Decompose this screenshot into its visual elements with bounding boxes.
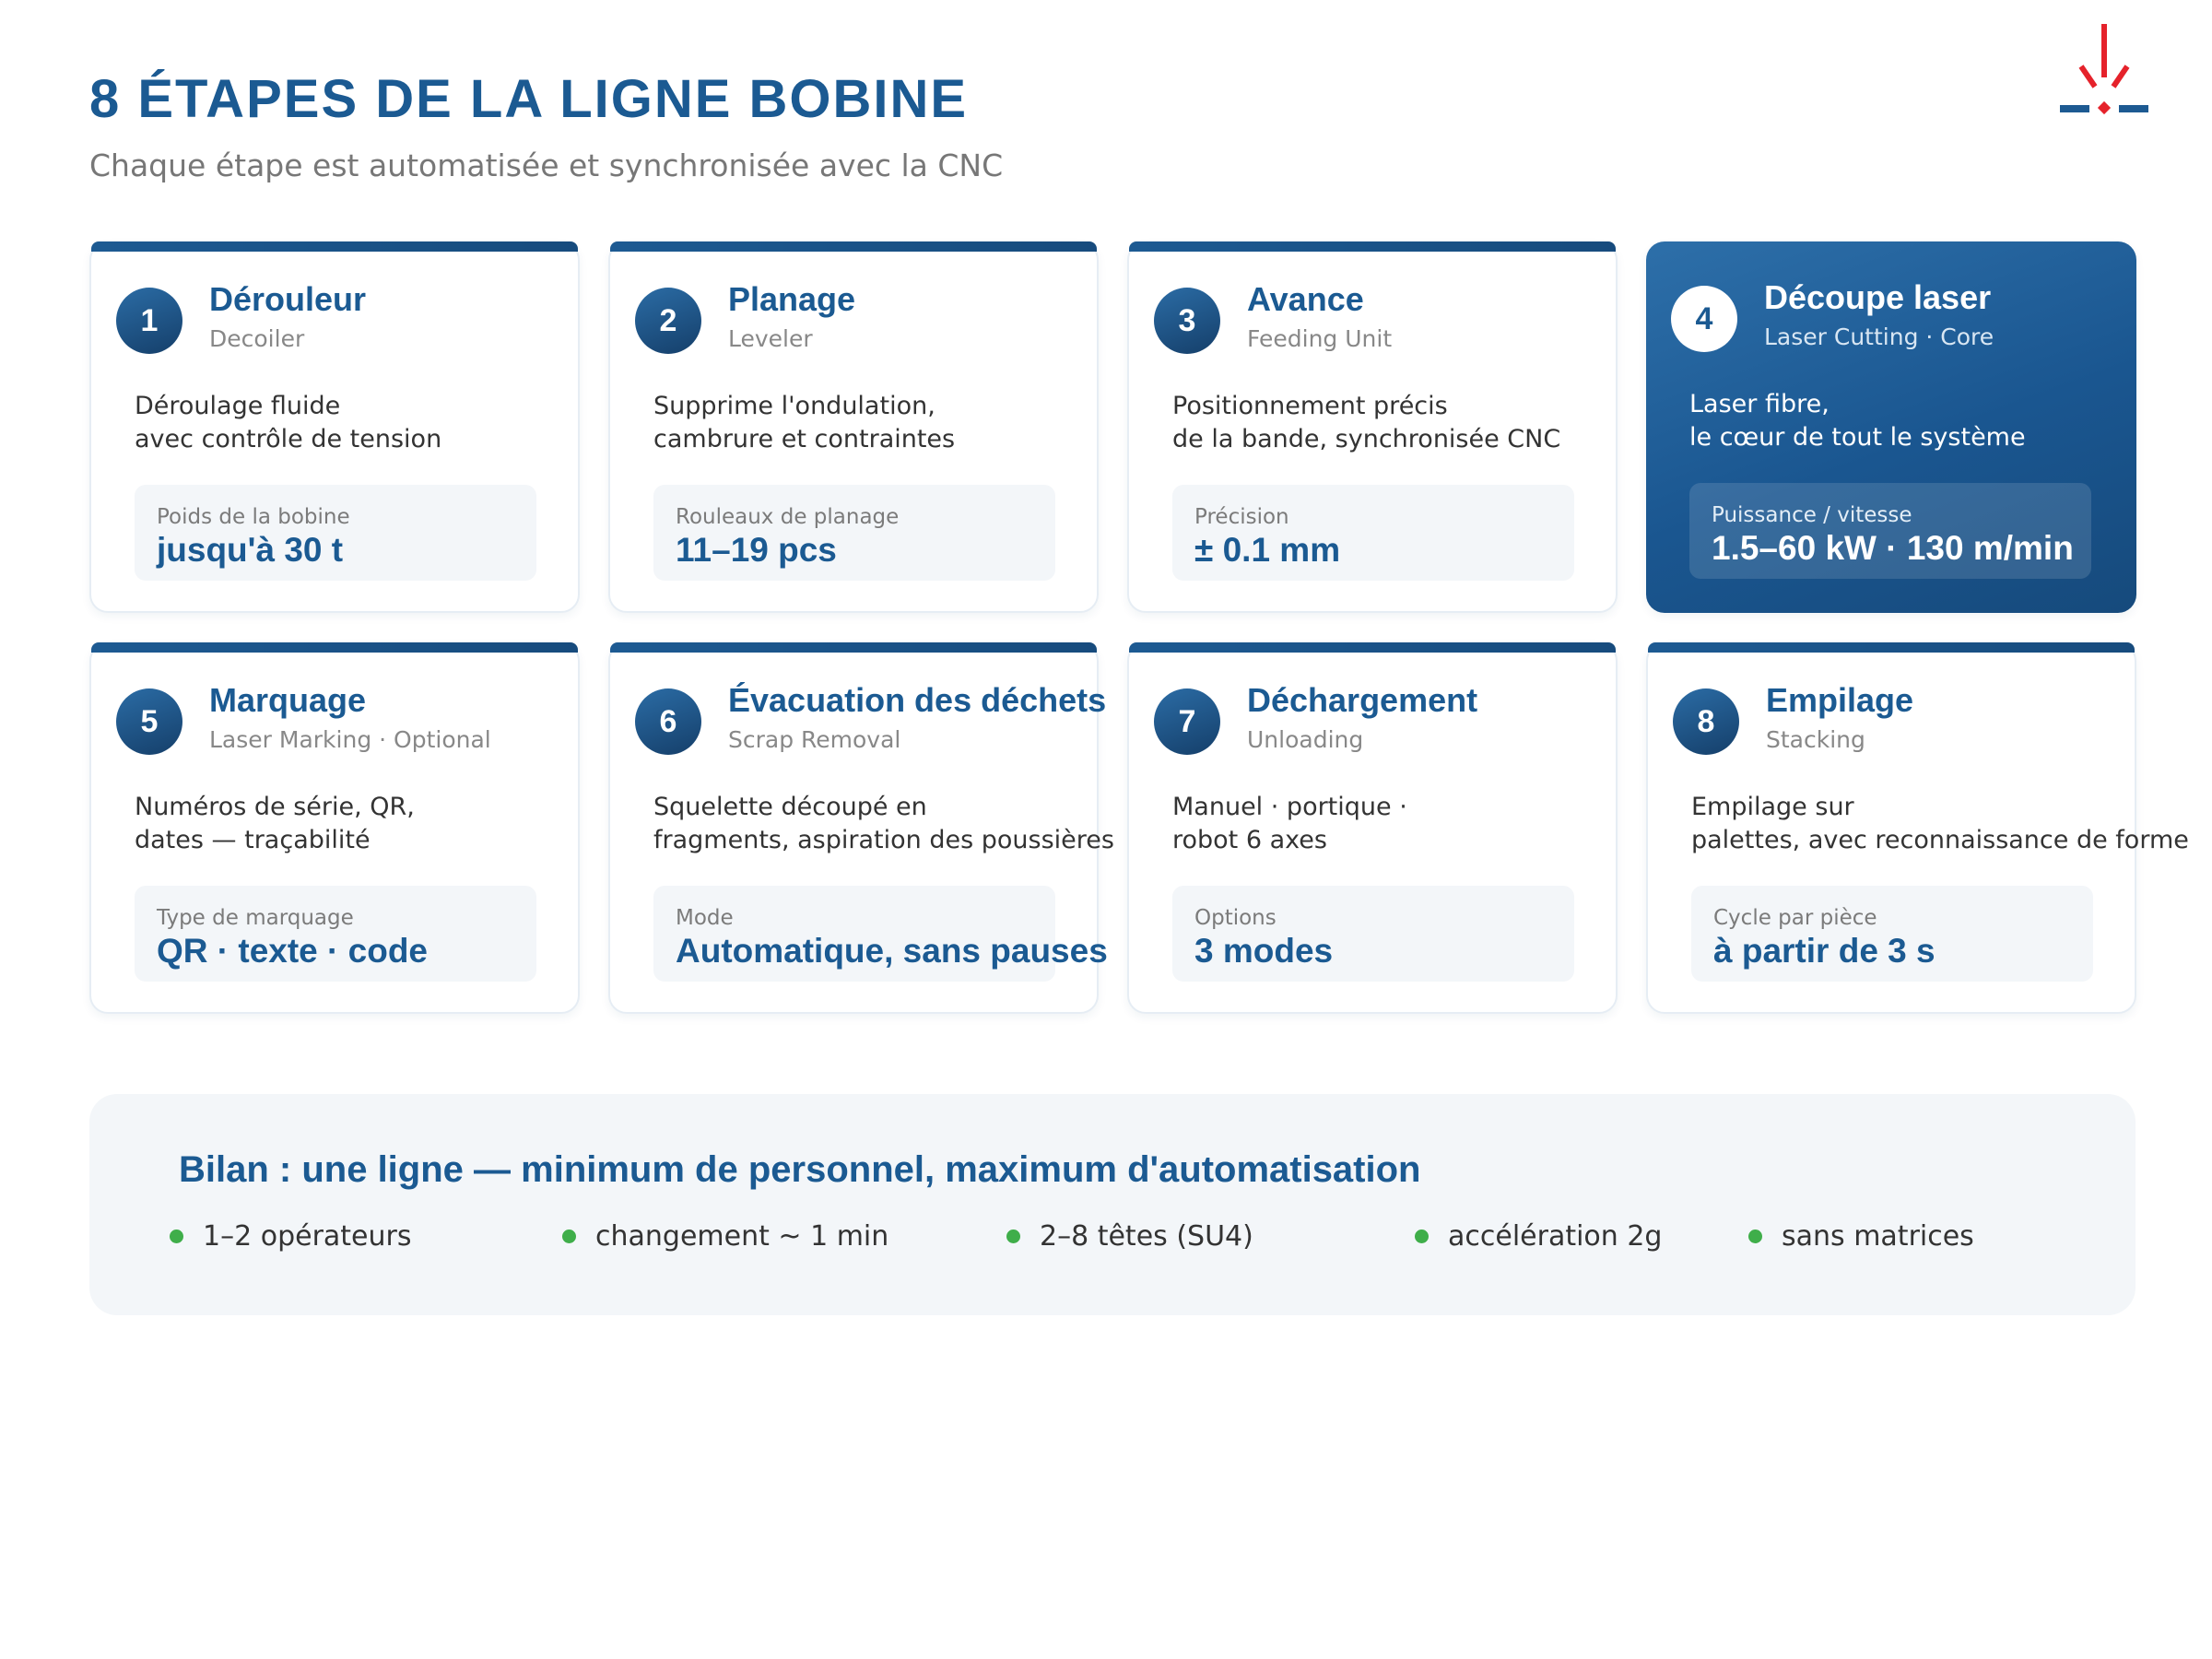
metric-value: 1.5–60 kW · 130 m/min [1712, 529, 2074, 567]
step-title: Évacuation des déchets [728, 681, 1107, 719]
bullet-dot-icon [1748, 1230, 1762, 1243]
bullet-dot-icon [1415, 1230, 1429, 1243]
step-subtitle: Laser Cutting · Core [1764, 324, 1994, 350]
step-description [1689, 388, 2026, 454]
summary-item [1006, 1220, 1253, 1253]
bullet-dot-icon [562, 1230, 576, 1243]
summary-item-label: 2–8 têtes (SU4) [1040, 1220, 1253, 1253]
step-number-badge: 2 [635, 288, 701, 354]
step-description [135, 390, 441, 456]
step-desc-line: Supprime l'ondulation, [653, 392, 935, 420]
metric-label: Précision [1194, 505, 1289, 529]
step-card-3 [1127, 241, 1618, 613]
step-card-8 [1646, 642, 2189, 1014]
step-description [1691, 791, 2189, 857]
summary-panel [89, 1094, 2136, 1315]
step-description [1172, 791, 1407, 857]
summary-item-label: sans matrices [1782, 1220, 1974, 1253]
page-title: 8 ÉTAPES DE LA LIGNE BOBINE [89, 69, 969, 129]
step-card-7 [1127, 642, 1618, 1014]
metric-value: jusqu'à 30 t [157, 531, 344, 569]
metric-label: Poids de la bobine [157, 505, 350, 529]
step-description [135, 791, 415, 857]
step-subtitle: Stacking [1766, 726, 1865, 753]
summary-item [170, 1220, 411, 1253]
metric-value: à partir de 3 s [1713, 932, 1936, 970]
step-metric-box [135, 886, 536, 982]
step-desc-line: robot 6 axes [1172, 826, 1327, 854]
summary-item-label: changement ~ 1 min [595, 1220, 889, 1253]
step-desc-line: Laser fibre, [1689, 390, 1830, 418]
summary-item [1415, 1220, 1662, 1253]
metric-label: Type de marquage [157, 906, 354, 930]
step-desc-line: avec contrôle de tension [135, 425, 442, 453]
summary-title: Bilan : une ligne — minimum de personnel, maximum d'automatisation [179, 1149, 1421, 1190]
step-subtitle: Feeding Unit [1247, 325, 1393, 352]
summary-item-label: 1–2 opérateurs [203, 1220, 412, 1253]
step-subtitle: Decoiler [209, 325, 305, 352]
step-title: Avance [1247, 280, 1364, 318]
step-desc-line: Squelette découpé en [653, 793, 927, 821]
logo-right-ray [2113, 66, 2127, 87]
step-metric-box [135, 485, 536, 581]
step-desc-line: Déroulage fluide [135, 392, 341, 420]
step-number-badge: 6 [635, 688, 701, 755]
summary-item [1748, 1220, 1974, 1253]
step-desc-line: cambrure et contraintes [653, 425, 956, 453]
step-title: Dérouleur [209, 280, 367, 318]
step-desc-line: Empilage sur [1691, 793, 1854, 821]
step-metric-box [653, 485, 1055, 581]
steps-grid [89, 241, 2189, 1011]
step-number-badge: 7 [1154, 688, 1220, 755]
summary-item [562, 1220, 888, 1253]
step-desc-line: le cœur de tout le système [1689, 423, 2026, 452]
step-description [653, 390, 955, 456]
step-subtitle: Leveler [728, 325, 813, 352]
page-subtitle: Chaque étape est automatisée et synchronisée avec la CNC [89, 147, 1004, 183]
metric-label: Options [1194, 906, 1277, 930]
metric-value: 11–19 pcs [676, 531, 837, 569]
step-desc-line: fragments, aspiration des poussières [653, 826, 1114, 854]
metric-label: Puissance / vitesse [1712, 503, 1912, 527]
metric-label: Rouleaux de planage [676, 505, 900, 529]
logo-left-bar [2060, 105, 2089, 112]
step-title: Empilage [1766, 681, 1914, 719]
step-card-5 [89, 642, 580, 1014]
step-title: Marquage [209, 681, 367, 719]
logo-center-beam [2101, 24, 2107, 77]
step-metric-box [1172, 485, 1574, 581]
step-metric-box [653, 886, 1108, 982]
step-title: Découpe laser [1764, 278, 1992, 316]
laser-spark-logo [2053, 22, 2155, 124]
step-desc-line: dates — traçabilité [135, 826, 371, 854]
metric-value: ± 0.1 mm [1194, 531, 1341, 569]
step-desc-line: Manuel · portique · [1172, 793, 1407, 821]
metric-value: 3 modes [1194, 932, 1334, 970]
step-card-2 [608, 241, 1099, 613]
step-metric-box [1172, 886, 1574, 982]
step-description [653, 791, 1114, 857]
summary-item-label: accélération 2g [1448, 1220, 1663, 1253]
step-metric-box [1689, 483, 2091, 579]
step-desc-line: Positionnement précis [1172, 392, 1448, 420]
step-number-badge: 1 [116, 288, 182, 354]
logo-right-bar [2119, 105, 2148, 112]
step-number-badge: 3 [1154, 288, 1220, 354]
step-number-badge: 5 [116, 688, 182, 755]
step-subtitle: Scrap Removal [728, 726, 901, 753]
step-subtitle: Laser Marking · Optional [209, 726, 491, 753]
step-card-6 [608, 642, 1114, 1014]
bullet-dot-icon [1006, 1230, 1020, 1243]
step-number-badge: 4 [1671, 286, 1737, 352]
step-description [1172, 390, 1560, 456]
step-title: Déchargement [1247, 681, 1478, 719]
step-number-badge: 8 [1673, 688, 1739, 755]
step-subtitle: Unloading [1247, 726, 1364, 753]
step-desc-line: palettes, avec reconnaissance de forme [1691, 826, 2189, 854]
metric-value: QR · texte · code [157, 932, 428, 970]
step-desc-line: de la bande, synchronisée CNC [1172, 425, 1561, 453]
logo-left-ray [2081, 66, 2095, 87]
metric-label: Cycle par pièce [1713, 906, 1877, 930]
step-title: Planage [728, 280, 856, 318]
metric-label: Mode [676, 906, 734, 930]
step-metric-box [1691, 886, 2093, 982]
logo-spark [2098, 101, 2111, 114]
step-card-4-highlighted [1646, 241, 2136, 613]
metric-value: Automatique, sans pauses [676, 932, 1108, 970]
step-card-1 [89, 241, 580, 613]
bullet-dot-icon [170, 1230, 183, 1243]
step-desc-line: Numéros de série, QR, [135, 793, 415, 821]
